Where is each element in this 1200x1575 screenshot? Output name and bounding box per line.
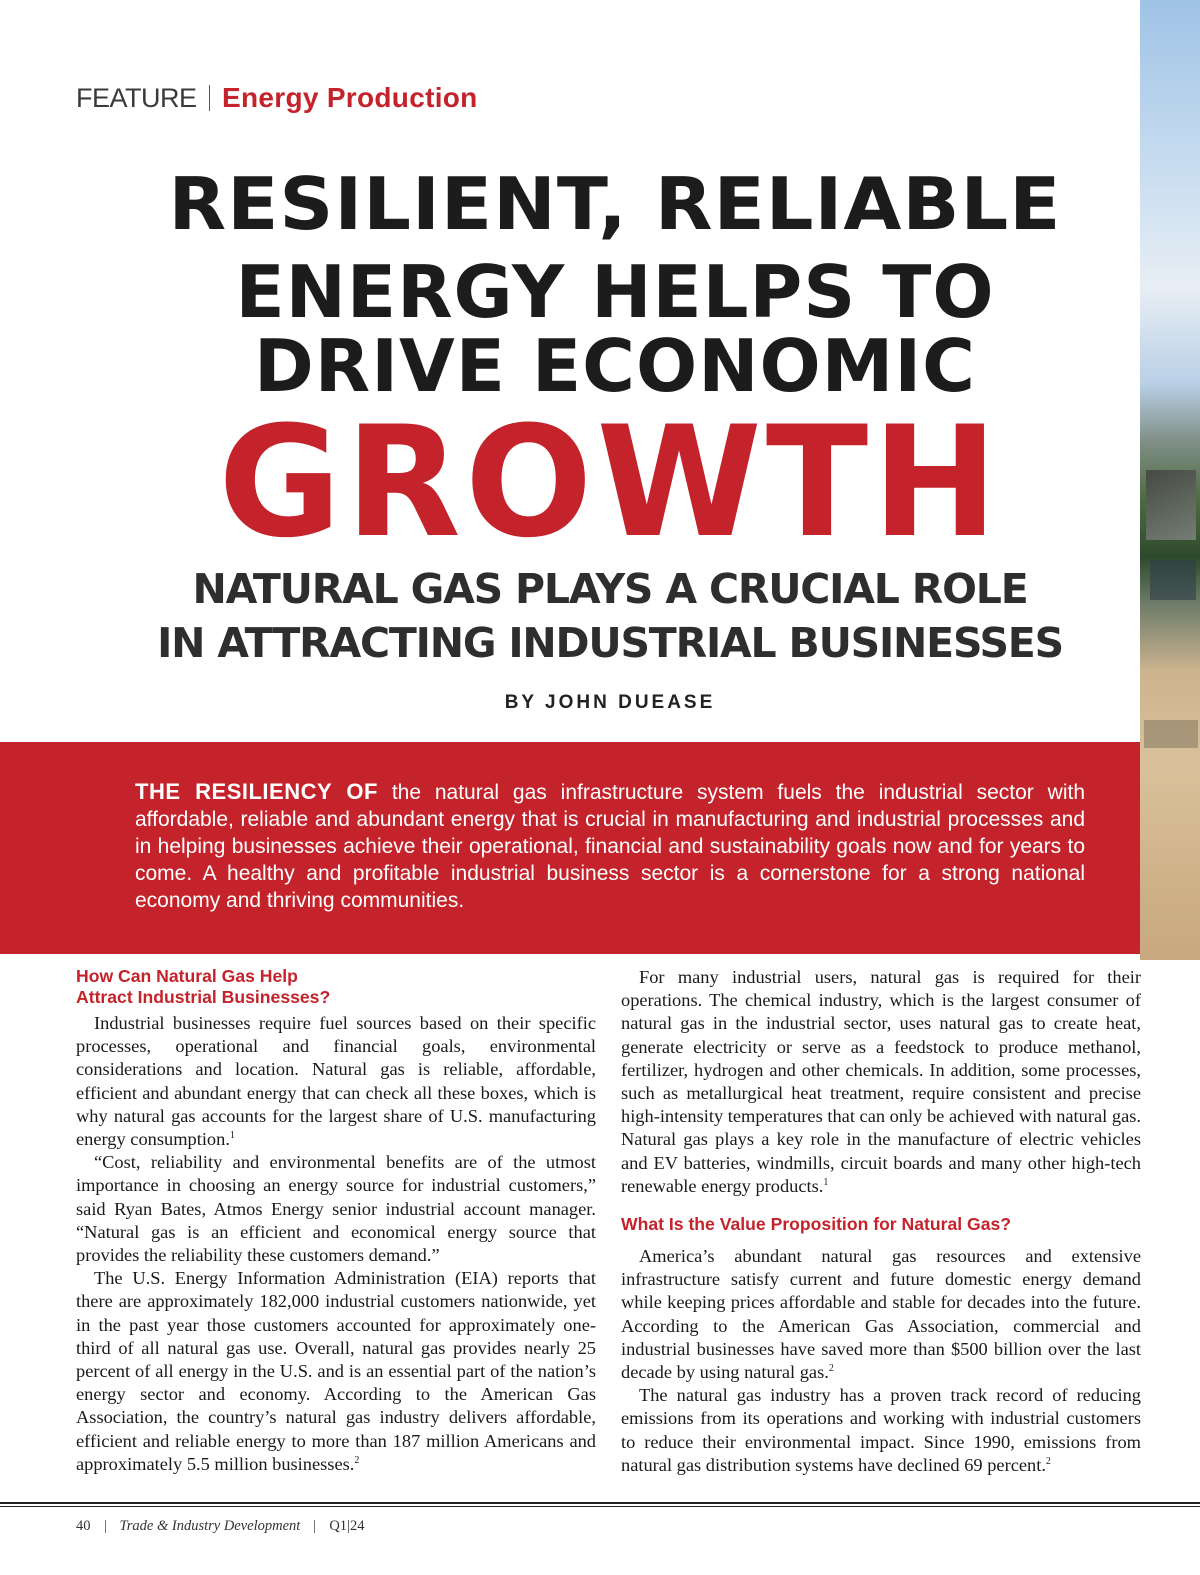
photo-equipment-shape [1150, 560, 1196, 600]
paragraph-text: The U.S. Energy Information Administration (EIA) reports that there are approximately 182,000 industrial customers nationwide, yet in the past year those customers accounted for approximately one-third of all natural gas use. Overall, natural gas provides nearly 25 percent of all energy in the U.S. and is an essential part of the nation’s energy sector and economy. According to the American Gas Association, the country’s natural gas industry delivers affordable, efficient and reliable energy to more than 187 million Americans and approximately 5.5 million businesses. [76, 1268, 596, 1474]
photo-equipment-shape [1146, 470, 1196, 540]
subheadline-line-1: NATURAL GAS PLAYS A CRUCIAL ROLE [192, 565, 1028, 613]
heading-line: How Can Natural Gas Help [76, 966, 298, 986]
paragraph [621, 966, 1141, 1198]
footnote-ref: 1 [229, 1129, 235, 1141]
page-footer [76, 1514, 364, 1538]
topic-label: Energy Production [222, 82, 478, 113]
paragraph [621, 1245, 1141, 1384]
article-column-right [621, 966, 1141, 1477]
footnote-ref: 2 [354, 1454, 360, 1466]
paragraph [621, 1384, 1141, 1477]
issue-label: Q1|24 [329, 1517, 365, 1534]
footer-divider [105, 1520, 106, 1533]
page-number: 40 [76, 1517, 91, 1534]
paragraph-text: “Cost, reliability and environmental benefits are of the utmost importance in choosing an energy source for industrial customers,” said Ryan Bates, Atmos Energy senior industrial account manager. “Natural gas is an efficient and economical energy source that provides the reliability these customers demand.” [76, 1152, 596, 1266]
headline-line-2: ENERGY HELPS TO [235, 250, 995, 334]
section-label: FEATURE [76, 82, 197, 113]
cover-photo-edge [1140, 0, 1200, 960]
paragraph-text: The natural gas industry has a proven track record of reducing emissions from its operations and working with industrial customers to reduce their environmental impact. Since 1990, emissions from natural gas distribution systems have declined 69 percent. [621, 1385, 1141, 1475]
footer-divider [314, 1520, 315, 1533]
footnote-ref: 2 [828, 1362, 834, 1374]
paragraph-text: America’s abundant natural gas resources and extensive infrastructure satisfy current and future domestic energy demand while keeping prices affordable and stable for decades into the future. According to the American Gas Association, commercial and industrial businesses have saved more than $500 billion over the last decade by using natural gas. [621, 1246, 1141, 1383]
footnote-ref: 1 [823, 1176, 829, 1188]
section-heading: What Is the Value Proposition for Natural Gas? [621, 1214, 1012, 1235]
paragraph [76, 1151, 596, 1267]
heading-line: Attract Industrial Businesses? [76, 987, 331, 1007]
section-heading [76, 966, 596, 1008]
deck-lead: THE RESILIENCY OF [135, 779, 378, 804]
deck-banner [0, 742, 1140, 954]
subheadline [120, 562, 1100, 670]
article-column-left [76, 966, 596, 1476]
publication-name: Trade & Industry Development [119, 1517, 301, 1534]
subheadline-line-2: IN ATTRACTING INDUSTRIAL BUSINESSES [157, 619, 1063, 667]
footer-rule [0, 1502, 1200, 1504]
deck-text [135, 778, 1085, 914]
paragraph [76, 1267, 596, 1476]
footer-rule [0, 1506, 1200, 1507]
headline-line-3: DRIVE ECONOMIC [254, 324, 976, 408]
deck-body: the natural gas infrastructure system fuels the industrial sector with affordable, reliable and abundant energy that is crucial in manufacturing and industrial processes and in helping businesses achieve their operational, financial and sustainability goals now and for years to come. A healthy and profitable industrial business sector is a cornerstone for a strong national economy and thriving communities. [135, 781, 1085, 912]
byline: BY JOHN DUEASE [504, 692, 716, 713]
headline-line-1: RESILIENT, RELIABLE [168, 162, 1062, 246]
paragraph-text: For many industrial users, natural gas is required for their operations. The chemical industry, which is the largest consumer of natural gas in the industrial sector, uses natural gas to create heat, generate electricity or serve as a feedstock to produce methanol, fertilizer, hydrogen and other chemicals. In addition, some processes, such as metallurgical heat treatment, require consistent and precise high-intensity temperatures that can only be achieved with natural gas. Natural gas plays a key role in the manufacture of electric vehicles and EV batteries, windmills, circuit boards and many other high-tech renewable energy products. [621, 967, 1141, 1196]
kicker-divider [209, 85, 211, 111]
paragraph-text: Industrial businesses require fuel sources based on their specific processes, operational and financial goals, environmental considerations and location. Natural gas is reliable, affordable, efficient and abundant energy that can check all these boxes, which is why natural gas accounts for the largest share of U.S. manufacturing energy consumption. [76, 1013, 596, 1150]
photo-ground-shape [1144, 720, 1198, 748]
headline-emphasis: GROWTH [218, 394, 1002, 572]
paragraph [76, 1012, 596, 1151]
section-kicker [76, 80, 478, 116]
footnote-ref: 2 [1045, 1455, 1051, 1467]
